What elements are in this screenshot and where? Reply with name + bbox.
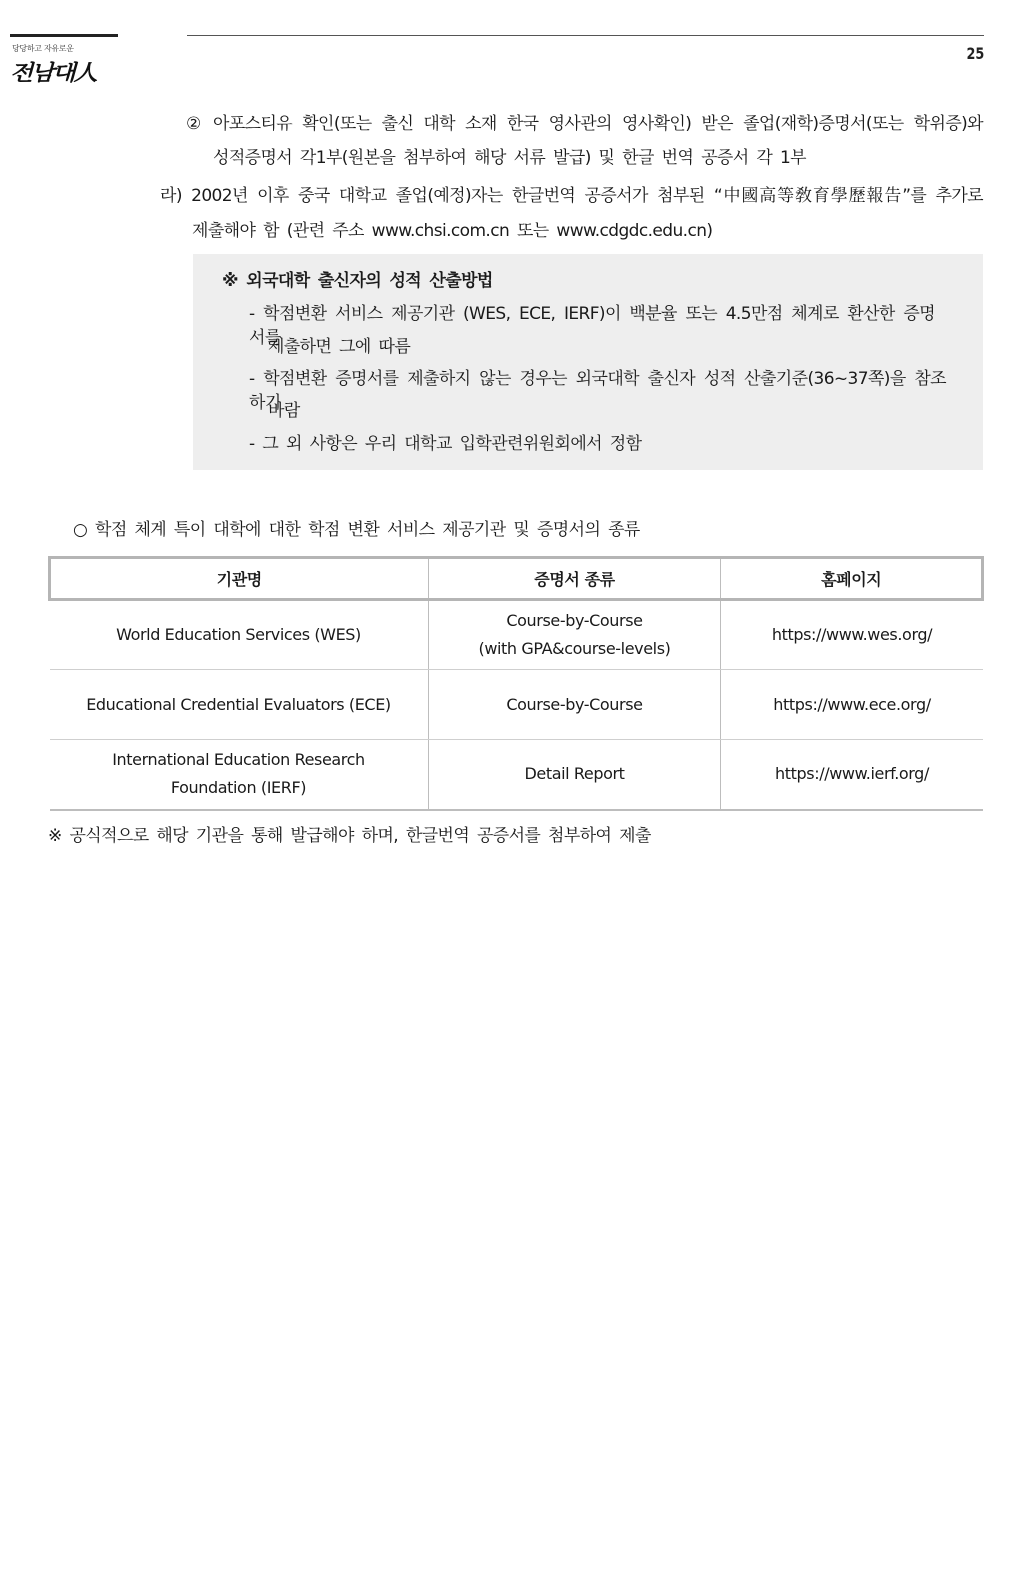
note-title: ※ 외국대학 출신자의 성적 산출방법 — [222, 271, 493, 291]
org-name: World Education Services (WES) — [116, 625, 361, 644]
homepage-url: https://www.wes.org/ — [771, 625, 933, 644]
org-name: International Education Research — [112, 750, 365, 770]
url-cell — [721, 740, 983, 810]
logo-tagline: 당당하고 자유로운 — [12, 44, 74, 53]
org-cell — [50, 740, 429, 810]
url-cell — [721, 670, 983, 740]
col-header-homepage: 홈페이지 — [721, 558, 983, 600]
credential-evaluator-table — [48, 556, 984, 811]
page-number: 25 — [966, 44, 984, 63]
org-cell — [50, 600, 429, 670]
cert-type: Detail Report — [524, 764, 625, 784]
university-logo — [10, 34, 120, 84]
homepage-url: https://www.ece.org/ — [773, 694, 931, 714]
table-row — [50, 600, 983, 670]
col-header-organization: 기관명 — [50, 558, 429, 600]
url-cell — [721, 600, 983, 670]
note-bullet-3: - 그 외 사항은 우리 대학교 입학관련위원회에서 정함 — [249, 434, 642, 454]
table-row — [50, 740, 983, 810]
org-cell — [50, 670, 429, 740]
logo-top-bar — [10, 34, 118, 37]
note-bullet-1-line-1: - 학점변환 서비스 제공기관 (WES, ECE, IERF)이 백분율 또는 4.5만점 체계로 환산한 증명서를 — [249, 304, 935, 348]
cert-cell — [428, 740, 721, 810]
table-row — [50, 670, 983, 740]
header-divider — [187, 35, 984, 36]
org-name-continued: Foundation (IERF) — [170, 778, 307, 798]
item-ra-line-1: 라) 2002년 이후 중국 대학교 졸업(예정)자는 한글번역 공증서가 첨부된 “中國高等敎育學歷報告”를 추가로 — [160, 186, 983, 206]
logo-wordmark: 전남대人 — [10, 59, 96, 86]
col-header-certificate-type: 증명서 종류 — [428, 558, 721, 600]
section-heading: ○ 학점 체계 특이 대학에 대한 학점 변환 서비스 제공기관 및 증명서의 종류 — [73, 520, 640, 540]
cert-type-detail: (with GPA&course-levels) — [478, 639, 671, 658]
cert-type: Course-by-Course — [506, 694, 643, 714]
cert-cell — [428, 670, 721, 740]
note-bullet-2-line-2: 바람 — [268, 401, 300, 421]
cert-cell — [428, 600, 721, 670]
footnote: ※ 공식적으로 해당 기관을 통해 발급해야 하며, 한글번역 공증서를 첨부하여 제출 — [48, 826, 651, 846]
item-2-line-2: 성적증명서 각1부(원본을 첨부하여 해당 서류 발급) 및 한글 번역 공증서 각 1부 — [213, 148, 806, 168]
note-bullet-2-line-1: - 학점변환 증명서를 제출하지 않는 경우는 외국대학 출신자 성적 산출기준(36~37쪽)을 참조하기 — [249, 369, 946, 413]
item-ra-line-2: 제출해야 함 (관련 주소 www.chsi.com.cn 또는 www.cdgdc.edu.cn) — [192, 221, 713, 241]
item-2-line-1: ② 아포스티유 확인(또는 출신 대학 소재 한국 영사관의 영사확인) 받은 졸업(재학)증명서(또는 학위증)와 — [186, 114, 983, 134]
note-bullet-1-line-2: 제출하면 그에 따름 — [268, 337, 411, 357]
table-header-row — [50, 558, 983, 600]
cert-type: Course-by-Course — [506, 611, 643, 630]
org-name: Educational Credential Evaluators (ECE) — [86, 694, 391, 714]
homepage-url: https://www.ierf.org/ — [775, 764, 929, 784]
